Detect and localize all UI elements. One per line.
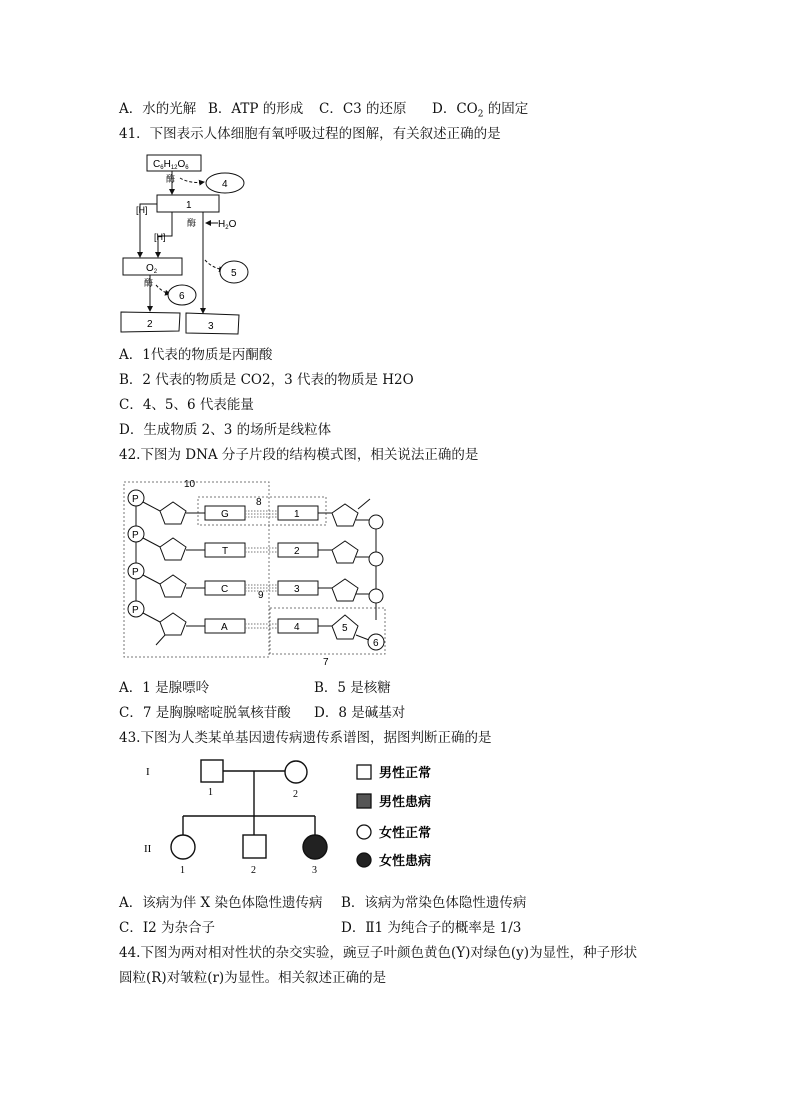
phosphate-3-label: P xyxy=(132,567,139,578)
legend-normal-female-icon xyxy=(357,825,371,839)
label-6: 6 xyxy=(373,638,379,649)
base-right-2-label: 2 xyxy=(294,546,300,557)
box-1-label: 1 xyxy=(186,200,192,211)
base-right-3-label: 3 xyxy=(294,584,300,595)
q43-option-c: C．I2 为杂合子 xyxy=(119,920,216,936)
q41-option-c: C．4、5、6 代表能量 xyxy=(119,397,254,413)
pedigree-chart xyxy=(140,755,470,880)
q42-option-d: D．8 是碱基对 xyxy=(314,705,406,721)
generation-2-label: II xyxy=(144,843,152,855)
circle-5-label: 5 xyxy=(231,268,237,279)
q41-stem: 41．下图表示人体细胞有氧呼吸过程的图解，有关叙述正确的是 xyxy=(119,126,501,142)
individual-II3-affected-female xyxy=(303,835,327,859)
individual-I2-normal-female xyxy=(285,761,307,783)
phosphate-1-label: P xyxy=(132,494,139,505)
legend-affected-male-icon xyxy=(357,794,371,808)
legend-affected-female-icon xyxy=(357,853,371,867)
individual-II1-normal-female xyxy=(171,835,195,859)
q43-option-d: D．Ⅱ1 为纯合子的概率是 1/3 xyxy=(341,920,522,936)
q43-option-a: A．该病为伴 X 染色体隐性遗传病 xyxy=(119,895,323,911)
box-10-outline xyxy=(124,482,269,657)
label-8: 8 xyxy=(256,497,262,508)
dna-row-1 xyxy=(128,490,383,529)
circle-6-label: 6 xyxy=(179,291,185,302)
bond-p3 xyxy=(143,575,160,584)
base-right-1-label: 1 xyxy=(294,509,300,520)
q42-option-c: C．7 是胸腺嘧啶脱氧核苷酸 xyxy=(119,705,291,721)
h-left-label: [H] xyxy=(136,205,148,215)
individual-II1-label: 1 xyxy=(180,865,185,876)
bond-tail xyxy=(156,635,165,645)
phosphate-4-label: P xyxy=(132,605,139,616)
phosphate-right-1 xyxy=(369,515,383,529)
label-5: 5 xyxy=(342,623,348,634)
base-right-4-label: 4 xyxy=(294,622,300,633)
bond-p4 xyxy=(143,613,160,622)
legend-normal-male: 男性正常 xyxy=(379,765,432,780)
sugar-right-2 xyxy=(332,541,358,563)
q40-option-c: C．C3 的还原 xyxy=(319,101,407,117)
glucose-label: $C_6H_{12}O_6$ xyxy=(153,159,189,171)
dna-row-3 xyxy=(128,563,383,603)
label-9: 9 xyxy=(258,590,264,601)
base-left-4-label: A xyxy=(221,622,228,633)
enzyme-label-2: 酶 xyxy=(187,218,197,228)
individual-II3-label: 3 xyxy=(312,865,317,876)
box-2-label: 2 xyxy=(147,319,153,330)
legend-normal-male-icon xyxy=(357,765,371,779)
sugar-left-2 xyxy=(160,538,186,560)
individual-I1-label: 1 xyxy=(208,787,213,798)
h-mid-label: [H] xyxy=(154,232,166,242)
q41-option-d: D．生成物质 2、3 的场所是线粒体 xyxy=(119,422,332,438)
q42-option-a: A．1 是腺嘌呤 xyxy=(119,680,210,696)
h2o-label: $H_2O$ xyxy=(218,219,237,231)
bond-p1 xyxy=(143,502,160,511)
individual-II2-label: 2 xyxy=(251,865,256,876)
sugar-right-1 xyxy=(332,504,358,526)
q43-option-b: B．该病为常染色体隐性遗传病 xyxy=(341,895,527,911)
sugar-left-3 xyxy=(160,575,186,597)
box-3-label: 3 xyxy=(208,321,214,332)
legend-affected-male: 男性患病 xyxy=(379,794,432,809)
q41-option-a: A．1代表的物质是丙酮酸 xyxy=(119,347,273,363)
bond-rp4 xyxy=(356,635,369,640)
enzyme-label-1: 酶 xyxy=(166,174,176,184)
base-left-1-label: G xyxy=(221,509,229,520)
sugar-left-1 xyxy=(160,502,186,524)
individual-I1-normal-male xyxy=(201,760,223,782)
enzyme-label-3: 酶 xyxy=(144,278,154,288)
label-7: 7 xyxy=(323,657,329,668)
dna-structure-diagram xyxy=(118,475,398,670)
q40-option-d: D．$CO_2$ 的固定 xyxy=(432,101,529,120)
legend-normal-female: 女性正常 xyxy=(379,825,432,840)
q42-stem: 42.下图为 DNA 分子片段的结构模式图，相关说法正确的是 xyxy=(119,447,479,463)
base-left-3-label: C xyxy=(221,584,229,595)
phosphate-2-label: P xyxy=(132,530,139,541)
individual-II2-normal-male xyxy=(243,835,266,858)
legend-affected-female: 女性患病 xyxy=(379,853,432,868)
dashed-arrow-to-4 xyxy=(180,178,204,183)
dna-row-2 xyxy=(128,526,383,566)
q43-stem: 43.下图为人类某单基因遗传病遗传系谱图，据图判断正确的是 xyxy=(119,730,492,746)
sugar-left-4 xyxy=(160,613,186,635)
generation-1-label: I xyxy=(146,766,150,778)
bond-p2 xyxy=(143,538,160,547)
o2-label: $O_2$ xyxy=(146,263,158,275)
q42-option-b: B．5 是核糖 xyxy=(314,680,391,696)
phosphate-right-2 xyxy=(369,552,383,566)
base-left-2-label: T xyxy=(222,546,229,557)
label-10: 10 xyxy=(184,479,196,490)
q44-stem-line-2: 圆粒(R)对皱粒(r)为显性。相关叙述正确的是 xyxy=(119,970,387,986)
q40-option-a: A．水的光解 xyxy=(119,101,197,117)
bond-top xyxy=(358,499,370,509)
q44-stem-line-1: 44.下图为两对相对性状的杂交实验，豌豆子叶颜色黄色(Y)对绿色(y)为显性，种子形状 xyxy=(119,945,638,961)
q40-option-b: B．ATP 的形成 xyxy=(208,101,304,117)
sugar-right-3 xyxy=(332,579,358,601)
q41-option-b: B．2 代表的物质是 CO2，3 代表的物质是 H2O xyxy=(119,372,414,388)
individual-I2-label: 2 xyxy=(293,789,298,800)
dna-row-4 xyxy=(128,601,384,650)
phosphate-right-3 xyxy=(369,589,383,603)
circle-4-label: 4 xyxy=(222,179,228,190)
respiration-diagram xyxy=(110,150,270,340)
